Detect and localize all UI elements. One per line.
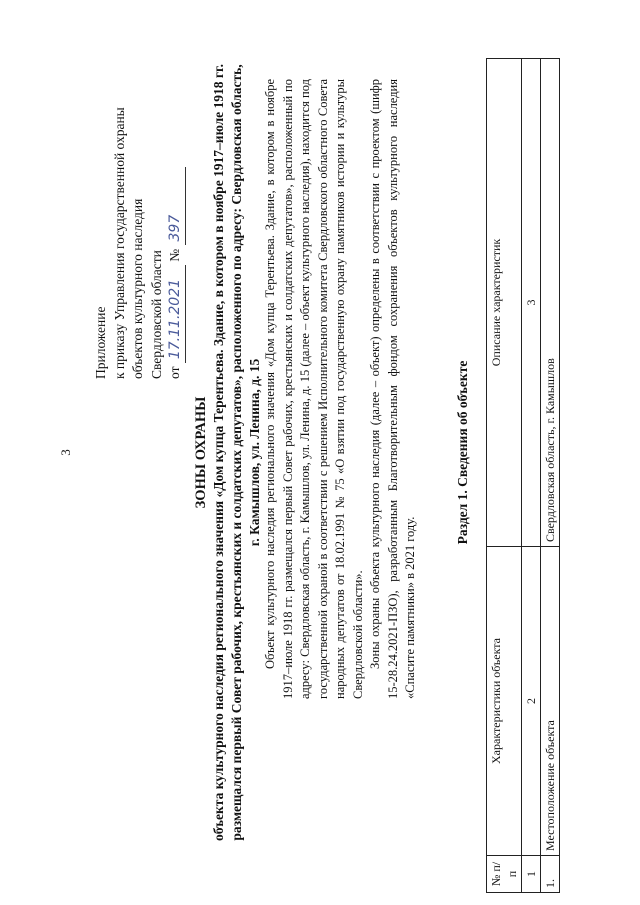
document-title (192, 60, 264, 845)
appendix-line: к приказу Управления государственной охраны (111, 107, 127, 379)
page-number: 3 (58, 449, 73, 456)
header-cell: № п/п (487, 856, 522, 893)
header-cell: Описание характеристик (487, 59, 522, 547)
row-number: 1. (541, 856, 560, 893)
numbering-cell: 3 (522, 59, 541, 547)
numbering-cell: 1 (522, 856, 541, 893)
paragraph: Зоны охраны объекта культурного наследия (далее – объект) определены в соответствии с проектом (шифр 15-28.24.2021-ПЗО), разработанным Благотворительным фондом сохранения объектов культурного наследия «Спасите памятники» в 2021 году. (368, 79, 417, 699)
row-characteristic: Местоположение объекта (541, 547, 560, 856)
numbering-cell: 2 (522, 547, 541, 856)
table-row (541, 59, 560, 893)
order-date-line (166, 107, 186, 379)
row-description: Свердловская область, г. Камышлов (541, 59, 560, 547)
body-text (262, 79, 420, 699)
appendix-line: объектов культурного наследия (130, 198, 145, 379)
handwritten-number: 397 (166, 168, 186, 246)
table-header-row (487, 59, 522, 893)
date-prefix: от (167, 366, 182, 379)
title-subtitle: объекта культурного наследия регионального значения «Дом купца Терентьева. Здание, в котором в ноябре 1917–июле 1918 гг. размещался первый Совет рабочих, крестьянских и солдатских депутатов», расположенного по адресу: Свердловская область, г. Камышлов, ул. Ленина, д. 15 (211, 64, 262, 842)
appendix-block (92, 107, 186, 379)
section-heading: Раздел 1. Сведения об объекте (455, 360, 470, 545)
paragraph: Объект культурного наследия регионального значения «Дом купца Терентьева. Здание, в котором в ноябре 1917–июле 1918 гг. размещался первый Совет рабочих, крестьянских и солдатских депутатов», расположенный по адресу: Свердловская область, г. Камышлов, ул. Ленина, д. 15 (далее – объект культурного наследия), находится под государственной охраной в соответствии с решением Исполнительного комитета Свердловского областного Совета народных депутатов от 18.02.1991 № 75 «О взятии под государственную охрану памятников истории и культуры Свердловской области». (263, 79, 365, 699)
number-prefix: № (167, 248, 182, 262)
appendix-line: Приложение (93, 306, 108, 379)
object-info-table (486, 58, 560, 893)
table-numbering-row (522, 59, 541, 893)
header-cell: Характеристики объекта (487, 547, 522, 856)
handwritten-date: 17.11.2021 (166, 265, 186, 363)
appendix-line: Свердловской области (148, 250, 164, 379)
title-main: ЗОНЫ ОХРАНЫ (193, 396, 209, 509)
